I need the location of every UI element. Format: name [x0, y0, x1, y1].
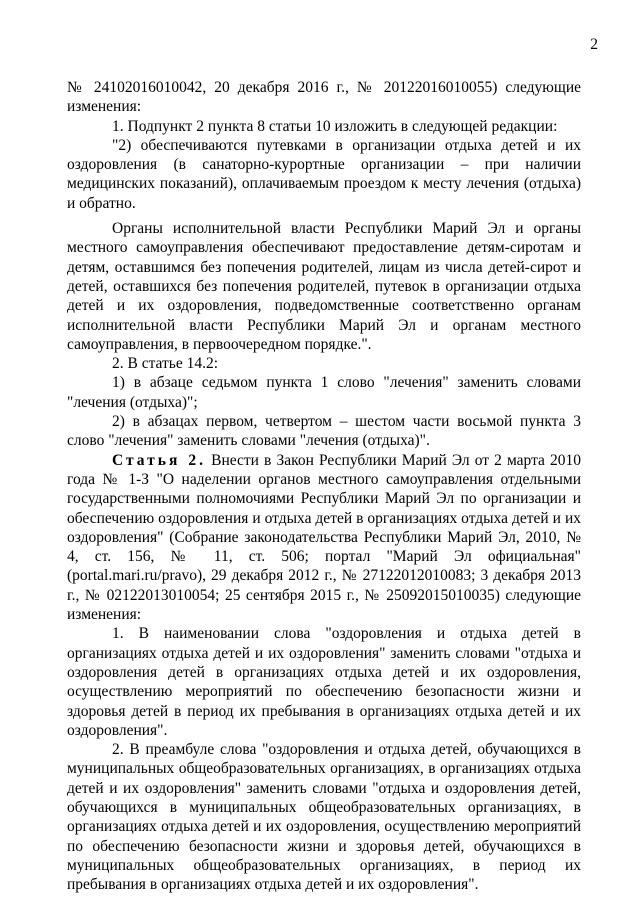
- paragraph-subitem-2: 2) в абзацах первом, четвертом – шестом части восьмой пункта 3 слово "лечения" заменить словами "лечения (отдыха)".: [67, 413, 581, 450]
- paragraph-article-2: [67, 451, 581, 625]
- article-2-text: Внести в Закон Республики Марий Эл от 2 марта 2010 года № 1-З "О наделении органов местного самоуправления отдельными государственными полномочиями Республики Марий Эл по организации и обеспечению оздоровления и отдыха детей в организациях отдыха детей и их оздоровления" (Собрание законодательства Республики Марий Эл, 2010, № 4, ст. 156, № 11, ст. 506; портал "Марий Эл официальная" (portal.mari.ru/pravo), 29 декабря 2012 г., № 27122012010083; 3 декабря 2013 г., № 02122013010054; 25 сентября 2015 г., № 25092015010035) следующие изменения:: [67, 451, 581, 624]
- paragraph-continuation: № 24102016010042, 20 декабря 2016 г., № 20122016010055) следующие изменения:: [67, 79, 581, 116]
- paragraph-item-2: 2. В статье 14.2:: [112, 355, 219, 373]
- paragraph-article-2-item-1: 1. В наименовании слова "оздоровления и отдыха детей в организациях отдыха детей и их оздоровления" заменить словами "отдыха и оздоровления детей в организациях отдыха детей и их оздоровления, осуществлению мероприятий по обеспечению безопасности жизни и здоровья детей в период их пребывания в организациях отдыха детей и их оздоровления".: [67, 625, 581, 739]
- paragraph-subitem-1: 1) в абзаце седьмом пункта 1 слово "лечения" заменить словами "лечения (отдыха)";: [67, 374, 581, 411]
- document-body: [67, 78, 581, 894]
- page-number: 2: [590, 36, 598, 53]
- paragraph-quoted-subitem-2: "2) обеспечиваются путевками в организации отдыха детей и их оздоровления (в санаторно-курортные организации – при наличии медицинских показаний), оплачиваемым проездом к месту лечения (отдыха) и обратно.: [67, 136, 581, 212]
- paragraph-article-2-item-2: 2. В преамбуле слова "оздоровления и отдыха детей, обучающихся в муниципальных общеобразовательных организациях, в организациях отдыха детей и их оздоровления" заменить словами "отдыха и оздоровления детей, обучающихся в муниципальных общеобразовательных организациях, в организациях отдыха детей и их оздоровления, осуществлению мероприятий по обеспечению безопасности жизни и здоровья детей, обучающихся в муниципальных общеобразовательных организациях, в период их пребывания в организациях отдыха детей и их оздоровления".: [67, 741, 581, 894]
- article-2-heading: Статья 2.: [112, 451, 207, 469]
- paragraph-quoted-organs: Органы исполнительной власти Республики Марий Эл и органы местного самоуправления обеспечивают предоставление детям-сиротам и детям, оставшимся без попечения родителей, лицам из числа детей-сирот и детей, оставшихся без попечения родителей, путевок в организации отдыха детей и их оздоровления, подведомственные соответственно органам исполнительной власти Республики Марий Эл и органам местного самоуправления, в первоочередном порядке.".: [67, 220, 581, 353]
- paragraph-item-1: 1. Подпункт 2 пункта 8 статьи 10 изложить в следующей редакции:: [112, 117, 558, 135]
